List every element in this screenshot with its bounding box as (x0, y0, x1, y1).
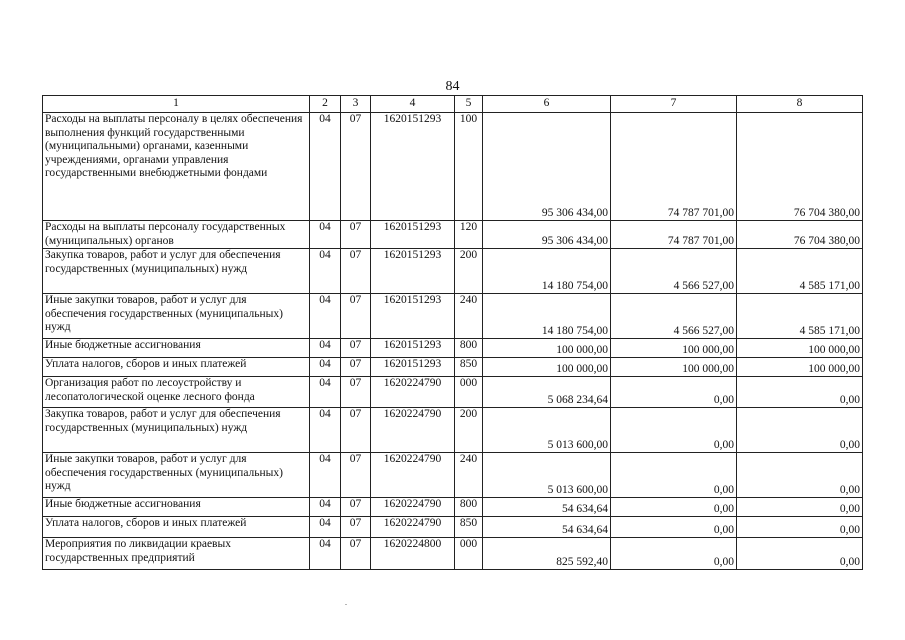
expense-type-code: 800 (455, 498, 483, 517)
table-row (43, 294, 863, 339)
amount-col7: 0,00 (611, 408, 737, 453)
expense-name: Иные закупки товаров, работ и услуг для обеспечения государственных (муниципальных) нужд (43, 453, 310, 498)
amount-col7: 0,00 (611, 517, 737, 538)
table-row (43, 221, 863, 249)
amount-col6: 14 180 754,00 (483, 249, 611, 294)
amount-col6: 54 634,64 (483, 517, 611, 538)
subsection-code: 07 (341, 294, 371, 339)
amount-col6: 5 068 234,64 (483, 377, 611, 408)
column-header: 5 (455, 96, 483, 113)
subsection-code: 07 (341, 221, 371, 249)
subsection-code: 07 (341, 453, 371, 498)
amount-col7: 0,00 (611, 498, 737, 517)
amount-col8: 100 000,00 (737, 339, 863, 358)
amount-col8: 4 585 171,00 (737, 294, 863, 339)
amount-col8: 0,00 (737, 538, 863, 570)
expense-type-code: 000 (455, 538, 483, 570)
table-row (43, 453, 863, 498)
table-row (43, 408, 863, 453)
page-number: 84 (445, 79, 460, 94)
column-header: 7 (611, 96, 737, 113)
budget-table (42, 95, 863, 570)
section-code: 04 (310, 498, 341, 517)
subsection-code: 07 (341, 538, 371, 570)
section-code: 04 (310, 538, 341, 570)
section-code: 04 (310, 408, 341, 453)
table-row (43, 517, 863, 538)
column-header: 2 (310, 96, 341, 113)
target-article-code: 1620224790 (371, 453, 455, 498)
expense-name: Уплата налогов, сборов и иных платежей (43, 358, 310, 377)
expense-name: Иные бюджетные ассигнования (43, 498, 310, 517)
target-article-code: 1620151293 (371, 221, 455, 249)
expense-type-code: 850 (455, 517, 483, 538)
expense-type-code: 200 (455, 408, 483, 453)
section-code: 04 (310, 517, 341, 538)
subsection-code: 07 (341, 498, 371, 517)
table-header-row (43, 96, 863, 113)
target-article-code: 1620151293 (371, 294, 455, 339)
expense-name: Иные закупки товаров, работ и услуг для обеспечения государственных (муниципальных) нужд (43, 294, 310, 339)
table-row (43, 358, 863, 377)
amount-col8: 0,00 (737, 377, 863, 408)
section-code: 04 (310, 113, 341, 221)
expense-type-code: 850 (455, 358, 483, 377)
subsection-code: 07 (341, 358, 371, 377)
amount-col7: 100 000,00 (611, 358, 737, 377)
section-code: 04 (310, 358, 341, 377)
column-header: 3 (341, 96, 371, 113)
amount-col7: 74 787 701,00 (611, 221, 737, 249)
expense-type-code: 000 (455, 377, 483, 408)
expense-name: Уплата налогов, сборов и иных платежей (43, 517, 310, 538)
amount-col8: 76 704 380,00 (737, 113, 863, 221)
target-article-code: 1620224790 (371, 408, 455, 453)
expense-name: Расходы на выплаты персоналу в целях обеспечения выполнения функций государственными (муниципальными) органами, казенными учреждениями, органами управления государственными внебюджетными фондами (43, 113, 310, 221)
section-code: 04 (310, 294, 341, 339)
subsection-code: 07 (341, 339, 371, 358)
subsection-code: 07 (341, 113, 371, 221)
amount-col7: 4 566 527,00 (611, 294, 737, 339)
expense-type-code: 120 (455, 221, 483, 249)
expense-name: Расходы на выплаты персоналу государственных (муниципальных) органов (43, 221, 310, 249)
amount-col8: 0,00 (737, 408, 863, 453)
amount-col7: 74 787 701,00 (611, 113, 737, 221)
section-code: 04 (310, 221, 341, 249)
expense-name: Закупка товаров, работ и услуг для обеспечения государственных (муниципальных) нужд (43, 249, 310, 294)
section-code: 04 (310, 339, 341, 358)
target-article-code: 1620151293 (371, 113, 455, 221)
amount-col8: 76 704 380,00 (737, 221, 863, 249)
amount-col7: 0,00 (611, 377, 737, 408)
amount-col6: 100 000,00 (483, 339, 611, 358)
amount-col7: 0,00 (611, 538, 737, 570)
column-header: 8 (737, 96, 863, 113)
section-code: 04 (310, 453, 341, 498)
amount-col6: 825 592,40 (483, 538, 611, 570)
amount-col6: 5 013 600,00 (483, 408, 611, 453)
column-header: 1 (43, 96, 310, 113)
section-code: 04 (310, 377, 341, 408)
amount-col7: 4 566 527,00 (611, 249, 737, 294)
subsection-code: 07 (341, 517, 371, 538)
target-article-code: 1620151293 (371, 339, 455, 358)
target-article-code: 1620224790 (371, 498, 455, 517)
table-row (43, 113, 863, 221)
table-row (43, 498, 863, 517)
amount-col8: 100 000,00 (737, 358, 863, 377)
target-article-code: 1620151293 (371, 249, 455, 294)
expense-name: Организация работ по лесоустройству и лесопатологической оценке лесного фонда (43, 377, 310, 408)
column-header: 4 (371, 96, 455, 113)
expense-type-code: 200 (455, 249, 483, 294)
expense-name: Мероприятия по ликвидации краевых государственных предприятий (43, 538, 310, 570)
amount-col8: 0,00 (737, 453, 863, 498)
target-article-code: 1620151293 (371, 358, 455, 377)
expense-type-code: 240 (455, 453, 483, 498)
subsection-code: 07 (341, 377, 371, 408)
amount-col7: 0,00 (611, 453, 737, 498)
table-row (43, 339, 863, 358)
amount-col6: 5 013 600,00 (483, 453, 611, 498)
target-article-code: 1620224790 (371, 377, 455, 408)
amount-col8: 0,00 (737, 498, 863, 517)
amount-col6: 54 634,64 (483, 498, 611, 517)
table-row (43, 249, 863, 294)
expense-type-code: 240 (455, 294, 483, 339)
scan-speck (345, 604, 347, 605)
amount-col8: 0,00 (737, 517, 863, 538)
expense-type-code: 800 (455, 339, 483, 358)
expense-type-code: 100 (455, 113, 483, 221)
target-article-code: 1620224800 (371, 538, 455, 570)
table-row (43, 538, 863, 570)
amount-col8: 4 585 171,00 (737, 249, 863, 294)
column-header: 6 (483, 96, 611, 113)
subsection-code: 07 (341, 408, 371, 453)
amount-col6: 95 306 434,00 (483, 221, 611, 249)
amount-col6: 100 000,00 (483, 358, 611, 377)
amount-col7: 100 000,00 (611, 339, 737, 358)
subsection-code: 07 (341, 249, 371, 294)
expense-name: Иные бюджетные ассигнования (43, 339, 310, 358)
section-code: 04 (310, 249, 341, 294)
amount-col6: 95 306 434,00 (483, 113, 611, 221)
amount-col6: 14 180 754,00 (483, 294, 611, 339)
expense-name: Закупка товаров, работ и услуг для обеспечения государственных (муниципальных) нужд (43, 408, 310, 453)
target-article-code: 1620224790 (371, 517, 455, 538)
table-row (43, 377, 863, 408)
